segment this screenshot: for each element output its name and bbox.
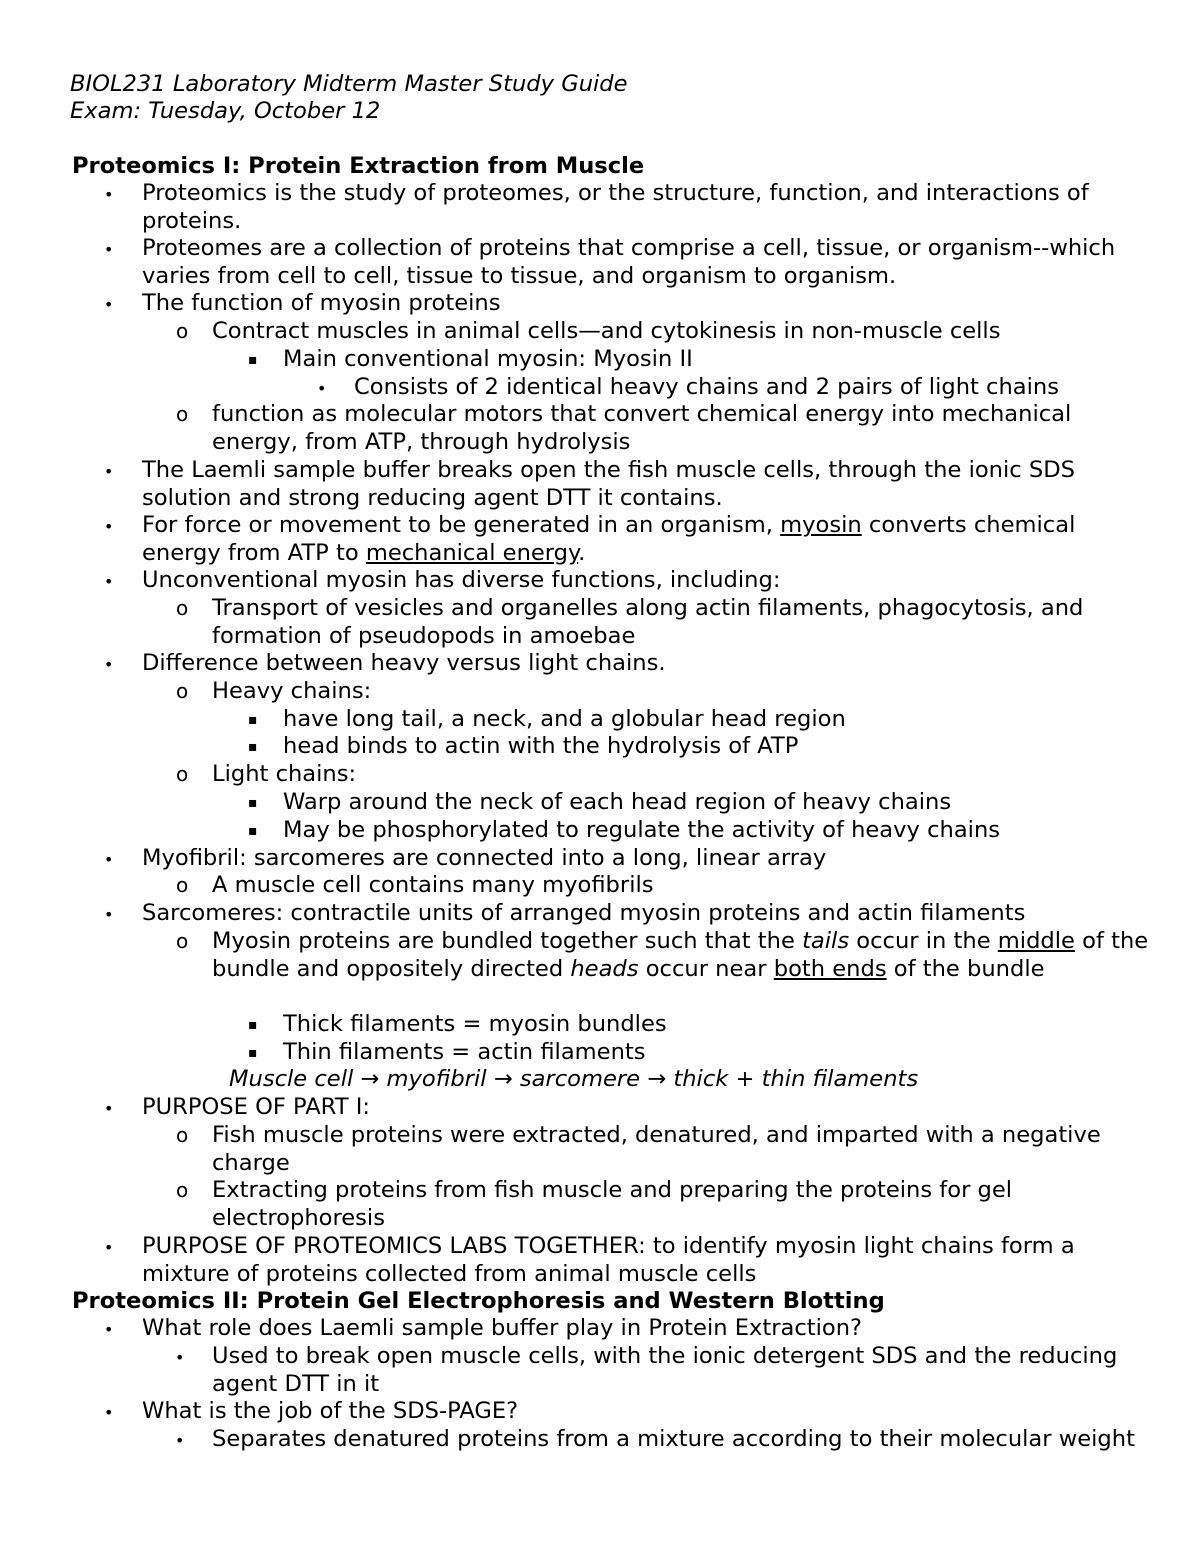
circle-bullet-icon: o [176,762,189,786]
list-item: o Heavy chains: [176,678,372,704]
bullet-icon: • [104,1238,114,1257]
bullet-icon: • [104,240,114,259]
list-item: • Separates denatured proteins from a mixture according to their molecular weight [212,1426,1152,1454]
list-item: • Used to break open muscle cells, with the ionic detergent SDS and the reducing agent DTT in it [175,1343,1118,1397]
section-heading-proteomics-2: Proteomics II: Protein Gel Electrophoresis and Western Blotting [72,1288,885,1314]
bullet-icon: • [175,1348,185,1367]
circle-bullet-icon: o [176,596,189,620]
bullet-icon: • [104,185,114,204]
circle-bullet-icon: o [176,402,189,426]
square-bullet-icon: ▪ [248,823,258,839]
list-item: o function as molecular motors that convert chemical energy into mechanical energy, from ATP, through hydrolysis [176,401,1072,455]
list-item: ▪ Warp around the neck of each head region of heavy chains [283,789,1143,817]
list-item: ▪ head binds to actin with the hydrolysis of ATP [283,733,1143,761]
square-bullet-icon: ▪ [248,1017,258,1033]
circle-bullet-icon: o [176,1178,189,1202]
square-bullet-icon: ▪ [248,1045,258,1061]
list-item: o Myosin proteins are bundled together such that the tails occur in the middle of the bundle and oppositely directed heads occur near both ends of the bundle [176,928,1149,982]
circle-bullet-icon: o [176,319,189,343]
list-item: • The Laemli sample buffer breaks open the fish muscle cells, through the ionic SDS solution and strong reducing agent DTT it contains. [104,457,1075,511]
bullet-icon: • [104,905,114,924]
list-item: o Transport of vesicles and organelles along actin filaments, phagocytosis, and formation of pseudopods in amoebae [176,595,1084,649]
list-item: o Contract muscles in animal cells—and cytokinesis in non-muscle cells [176,318,1001,344]
bullet-icon: • [104,1403,114,1422]
bullet-icon: • [104,850,114,869]
list-item: ▪ Main conventional myosin: Myosin II [283,346,1143,374]
square-bullet-icon: ▪ [248,712,258,728]
section-heading-proteomics-1: Proteomics I: Protein Extraction from Muscle [72,153,645,179]
list-item: • Proteomics is the study of proteomes, or the structure, function, and interactions of proteins. [104,180,1089,234]
list-item: • Difference between heavy versus light chains. [142,650,1142,678]
exam-date: Exam: Tuesday, October 12 [70,98,381,124]
bullet-icon: • [104,462,114,481]
square-bullet-icon: ▪ [248,352,258,368]
list-item: • What role does Laemli sample buffer play in Protein Extraction? [142,1315,1142,1343]
circle-bullet-icon: o [176,679,189,703]
bullet-icon: • [104,655,114,674]
list-item: ▪ Thin filaments = actin filaments [283,1039,1143,1067]
list-item: ▪ Thick filaments = myosin bundles [283,1011,1143,1039]
list-item: • The function of myosin proteins [142,290,1142,318]
bullet-icon: • [104,295,114,314]
bullet-icon: • [175,1431,185,1450]
square-bullet-icon: ▪ [248,795,258,811]
bullet-icon: • [104,517,114,536]
list-item: • What is the job of the SDS-PAGE? [142,1398,1142,1426]
bullet-icon: • [104,1099,114,1118]
list-item: • Myofibril: sarcomeres are connected into a long, linear array [142,845,1142,873]
list-item: o Light chains: [176,761,357,787]
list-item: o A muscle cell contains many myofibrils [176,872,654,898]
list-item: ▪ May be phosphorylated to regulate the activity of heavy chains [283,817,1143,845]
list-item: ▪ have long tail, a neck, and a globular head region [283,706,1143,734]
list-item: • Proteomes are a collection of proteins that comprise a cell, tissue, or organism--which varies from cell to cell, tissue to tissue, and organism to organism. [104,235,1116,289]
list-item: • Consists of 2 identical heavy chains and 2 pairs of light chains [354,374,1144,402]
list-item: • Unconventional myosin has diverse functions, including: [142,567,1142,595]
hierarchy-flow: Muscle cell → myofibril → sarcomere → thick + thin filaments [229,1066,919,1092]
list-item: • For force or movement to be generated in an organism, myosin converts chemical energy from ATP to mechanical energy. [104,512,1076,566]
bullet-icon: • [104,572,114,591]
list-item: o Fish muscle proteins were extracted, denatured, and imparted with a negative charge [176,1122,1101,1176]
list-item: • PURPOSE OF PART I: [142,1094,1142,1122]
list-item: o Extracting proteins from fish muscle and preparing the proteins for gel electrophoresis [176,1177,1013,1231]
list-item: • Sarcomeres: contractile units of arranged myosin proteins and actin filaments [142,900,1142,928]
list-item: • PURPOSE OF PROTEOMICS LABS TOGETHER: to identify myosin light chains form a mixture of proteins collected from animal muscle cells [104,1233,1075,1287]
circle-bullet-icon: o [176,929,189,953]
circle-bullet-icon: o [176,873,189,897]
bullet-icon: • [317,379,327,398]
bullet-icon: • [104,1320,114,1339]
square-bullet-icon: ▪ [248,739,258,755]
doc-title: BIOL231 Laboratory Midterm Master Study Guide [70,71,628,97]
circle-bullet-icon: o [176,1123,189,1147]
